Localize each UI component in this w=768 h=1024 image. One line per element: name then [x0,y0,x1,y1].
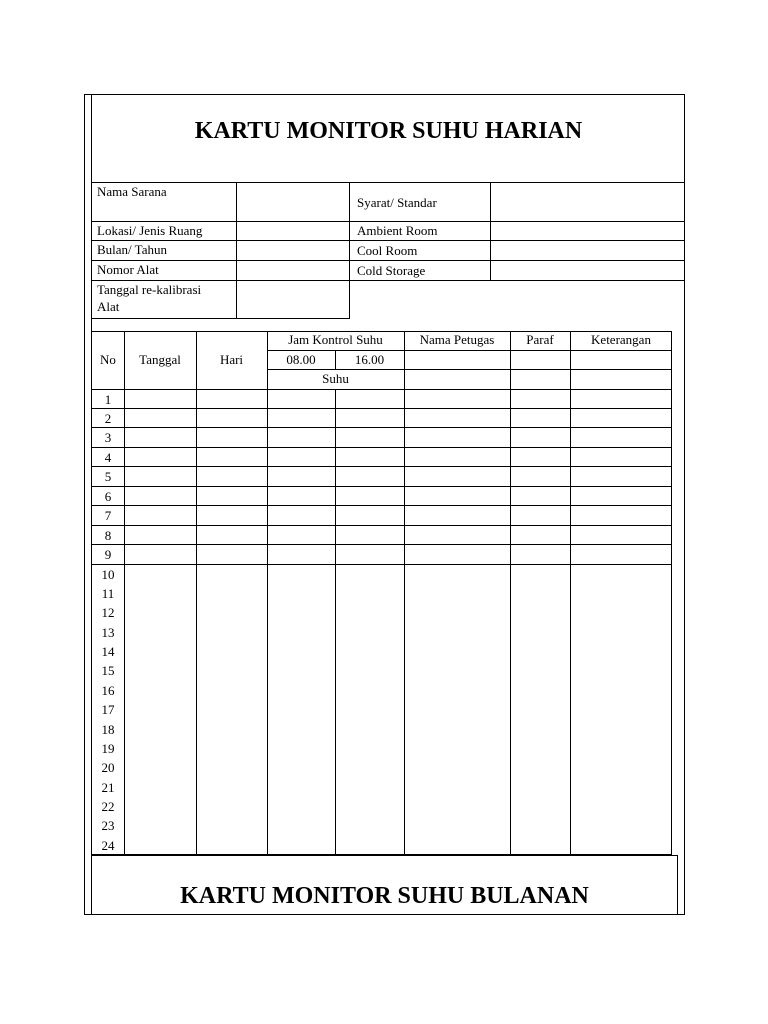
row-line [91,486,672,487]
nomor-alat-label: Nomor Alat [97,262,159,277]
divider [490,182,491,281]
divider [91,260,685,261]
divider [349,182,350,319]
row-number: 14 [101,644,115,659]
column-line [267,331,268,855]
row-number: 1 [104,392,112,407]
row-number: 12 [101,605,115,620]
row-number: 23 [101,818,115,833]
row-number: 5 [104,469,112,484]
divider [91,240,685,241]
col-header-jam-16: 16.00 [354,352,385,367]
cool-room-label: Cool Room [357,243,418,258]
column-line [124,331,125,855]
row-number: 4 [104,450,112,465]
column-line [404,331,405,855]
row-line [91,525,672,526]
row-number: 8 [104,528,112,543]
column-line [570,331,571,855]
row-number: 22 [101,799,115,814]
col-header-jam-08: 08.00 [286,352,316,367]
col-header-suhu: Suhu [322,371,349,386]
row-number: 16 [101,683,115,698]
row-line [91,408,672,409]
rekalibrasi-label-2: Alat [97,299,120,314]
divider [91,318,350,319]
divider [236,182,237,319]
lokasi-label: Lokasi/ Jenis Ruang [97,223,203,238]
row-number: 9 [104,547,112,562]
row-number: 7 [104,508,112,523]
column-line [196,331,197,855]
row-line [267,350,672,351]
divider [91,280,685,281]
row-number: 2 [104,411,112,426]
page-title: KARTU MONITOR SUHU HARIAN [194,118,583,144]
column-line [510,331,511,855]
row-line [91,427,672,428]
row-line [91,564,672,565]
divider [91,182,685,183]
row-line [91,447,672,448]
syarat-label: Syarat/ Standar [357,195,437,210]
row-number: 15 [101,663,115,678]
row-number: 6 [104,489,112,504]
row-line [91,544,672,545]
monthly-card-title: KARTU MONITOR SUHU BULANAN [180,883,589,909]
nama-sarana-label: Nama Sarana [97,184,167,199]
column-line [335,389,336,855]
col-header-no: No [100,352,116,367]
rekalibrasi-label: Tanggal re-kalibrasi [97,282,202,297]
row-line [91,466,672,467]
col-header-tanggal: Tanggal [139,352,181,367]
row-line [91,389,672,390]
row-number: 19 [101,741,115,756]
row-number: 17 [101,702,115,717]
row-number: 11 [101,586,115,601]
col-header-paraf: Paraf [526,332,554,347]
row-line [267,369,672,370]
ambient-room-label: Ambient Room [357,223,438,238]
col-header-nama-petugas: Nama Petugas [419,332,495,347]
col-header-hari: Hari [219,352,244,367]
row-number: 18 [101,722,115,737]
row-number: 3 [104,430,112,445]
monitor-table [91,331,672,855]
col-header-keterangan: Keterangan [591,332,651,347]
row-number: 24 [101,838,115,853]
divider [91,221,685,222]
row-number: 10 [101,567,115,582]
cold-storage-label: Cold Storage [357,263,426,278]
col-header-jam-kontrol: Jam Kontrol Suhu [288,332,383,347]
row-number: 20 [101,760,115,775]
row-number: 13 [101,625,115,640]
bulan-tahun-label: Bulan/ Tahun [97,242,167,257]
row-number: 21 [101,780,115,795]
row-line [91,505,672,506]
